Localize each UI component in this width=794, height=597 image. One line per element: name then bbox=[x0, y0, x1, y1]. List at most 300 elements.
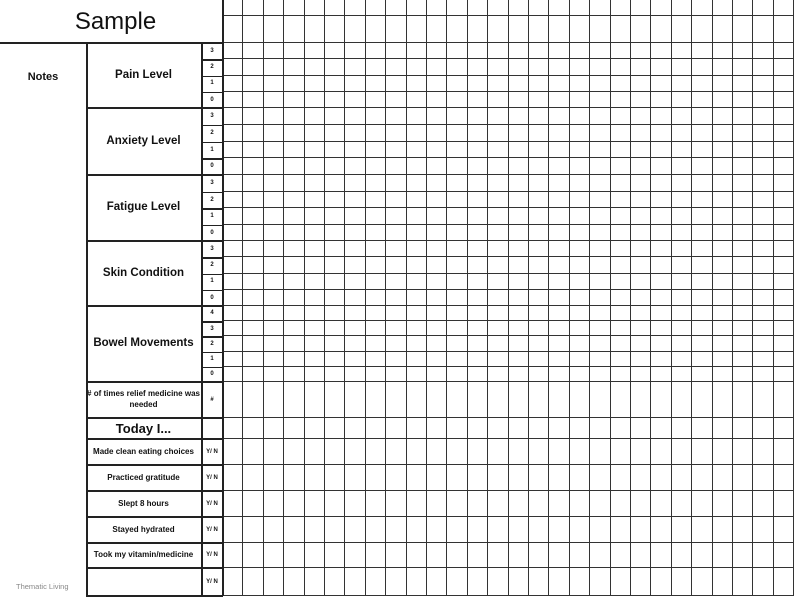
tracking-cell[interactable] bbox=[325, 543, 345, 568]
tracking-cell[interactable] bbox=[345, 208, 365, 225]
tracking-cell[interactable] bbox=[447, 241, 467, 257]
tracking-cell[interactable] bbox=[672, 108, 692, 125]
tracking-cell[interactable] bbox=[672, 382, 692, 418]
tracking-cell[interactable] bbox=[509, 568, 529, 596]
tracking-cell[interactable] bbox=[488, 108, 508, 125]
tracking-cell[interactable] bbox=[264, 382, 284, 418]
tracking-cell[interactable] bbox=[611, 568, 631, 596]
tracking-cell[interactable] bbox=[733, 257, 753, 273]
tracking-cell[interactable] bbox=[264, 158, 284, 175]
tracking-cell[interactable] bbox=[488, 125, 508, 142]
tracking-cell[interactable] bbox=[692, 175, 712, 192]
tracking-cell[interactable] bbox=[468, 76, 488, 92]
tracking-cell[interactable] bbox=[223, 367, 243, 382]
header-date-cell[interactable] bbox=[284, 16, 304, 43]
tracking-cell[interactable] bbox=[570, 241, 590, 257]
header-date-cell[interactable] bbox=[713, 16, 733, 43]
tracking-cell[interactable] bbox=[223, 274, 243, 290]
tracking-cell[interactable] bbox=[590, 241, 610, 257]
tracking-cell[interactable] bbox=[345, 465, 365, 491]
tracking-cell[interactable] bbox=[753, 43, 773, 59]
tracking-cell[interactable] bbox=[345, 382, 365, 418]
tracking-cell[interactable] bbox=[284, 76, 304, 92]
tracking-cell[interactable] bbox=[529, 59, 549, 75]
tracking-cell[interactable] bbox=[325, 175, 345, 192]
header-date-cell[interactable] bbox=[427, 16, 447, 43]
tracking-cell[interactable] bbox=[488, 306, 508, 321]
tracking-cell[interactable] bbox=[733, 43, 753, 59]
tracking-cell[interactable] bbox=[774, 418, 794, 439]
header-date-cell[interactable] bbox=[243, 16, 263, 43]
tracking-cell[interactable] bbox=[590, 290, 610, 306]
tracking-cell[interactable] bbox=[713, 76, 733, 92]
tracking-cell[interactable] bbox=[366, 175, 386, 192]
header-date-cell[interactable] bbox=[264, 16, 284, 43]
tracking-cell[interactable] bbox=[631, 418, 651, 439]
tracking-cell[interactable] bbox=[529, 274, 549, 290]
tracking-cell[interactable] bbox=[407, 142, 427, 159]
tracking-cell[interactable] bbox=[243, 336, 263, 351]
tracking-cell[interactable] bbox=[651, 125, 671, 142]
tracking-cell[interactable] bbox=[264, 125, 284, 142]
tracking-cell[interactable] bbox=[529, 76, 549, 92]
tracking-cell[interactable] bbox=[284, 158, 304, 175]
tracking-cell[interactable] bbox=[672, 306, 692, 321]
tracking-cell[interactable] bbox=[590, 439, 610, 465]
tracking-cell[interactable] bbox=[325, 274, 345, 290]
header-date-cell[interactable] bbox=[488, 16, 508, 43]
tracking-cell[interactable] bbox=[366, 543, 386, 568]
tracking-cell[interactable] bbox=[386, 321, 406, 336]
tracking-cell[interactable] bbox=[447, 465, 467, 491]
tracking-cell[interactable] bbox=[570, 142, 590, 159]
tracking-cell[interactable] bbox=[427, 439, 447, 465]
tracking-cell[interactable] bbox=[672, 290, 692, 306]
tracking-cell[interactable] bbox=[549, 192, 569, 209]
tracking-cell[interactable] bbox=[345, 517, 365, 543]
tracking-cell[interactable] bbox=[651, 321, 671, 336]
header-date-cell[interactable] bbox=[345, 16, 365, 43]
tracking-cell[interactable] bbox=[345, 175, 365, 192]
tracking-cell[interactable] bbox=[264, 439, 284, 465]
header-date-cell[interactable] bbox=[631, 16, 651, 43]
tracking-cell[interactable] bbox=[386, 568, 406, 596]
tracking-cell[interactable] bbox=[753, 257, 773, 273]
tracking-cell[interactable] bbox=[631, 43, 651, 59]
tracking-cell[interactable] bbox=[733, 274, 753, 290]
tracking-cell[interactable] bbox=[468, 491, 488, 517]
tracking-cell[interactable] bbox=[488, 352, 508, 367]
tracking-cell[interactable] bbox=[345, 241, 365, 257]
tracking-cell[interactable] bbox=[529, 352, 549, 367]
tracking-cell[interactable] bbox=[407, 517, 427, 543]
tracking-cell[interactable] bbox=[223, 290, 243, 306]
tracking-cell[interactable] bbox=[427, 192, 447, 209]
tracking-cell[interactable] bbox=[488, 175, 508, 192]
tracking-cell[interactable] bbox=[774, 321, 794, 336]
header-date-cell[interactable] bbox=[651, 16, 671, 43]
header-date-cell[interactable] bbox=[611, 16, 631, 43]
tracking-cell[interactable] bbox=[549, 108, 569, 125]
tracking-cell[interactable] bbox=[488, 465, 508, 491]
tracking-cell[interactable] bbox=[386, 274, 406, 290]
tracking-cell[interactable] bbox=[753, 465, 773, 491]
tracking-cell[interactable] bbox=[774, 290, 794, 306]
tracking-cell[interactable] bbox=[692, 108, 712, 125]
tracking-cell[interactable] bbox=[590, 491, 610, 517]
tracking-cell[interactable] bbox=[631, 382, 651, 418]
tracking-cell[interactable] bbox=[692, 367, 712, 382]
tracking-cell[interactable] bbox=[651, 367, 671, 382]
tracking-cell[interactable] bbox=[733, 208, 753, 225]
tracking-cell[interactable] bbox=[407, 175, 427, 192]
tracking-cell[interactable] bbox=[447, 439, 467, 465]
tracking-cell[interactable] bbox=[243, 76, 263, 92]
header-date-cell[interactable] bbox=[243, 0, 263, 16]
tracking-cell[interactable] bbox=[386, 125, 406, 142]
header-date-cell[interactable] bbox=[427, 0, 447, 16]
tracking-cell[interactable] bbox=[488, 257, 508, 273]
tracking-cell[interactable] bbox=[590, 336, 610, 351]
tracking-cell[interactable] bbox=[366, 241, 386, 257]
tracking-cell[interactable] bbox=[713, 43, 733, 59]
tracking-cell[interactable] bbox=[488, 418, 508, 439]
tracking-cell[interactable] bbox=[753, 225, 773, 242]
header-date-cell[interactable] bbox=[509, 16, 529, 43]
tracking-cell[interactable] bbox=[284, 274, 304, 290]
tracking-cell[interactable] bbox=[223, 306, 243, 321]
tracking-cell[interactable] bbox=[427, 125, 447, 142]
tracking-cell[interactable] bbox=[651, 568, 671, 596]
tracking-cell[interactable] bbox=[366, 225, 386, 242]
tracking-cell[interactable] bbox=[427, 306, 447, 321]
tracking-cell[interactable] bbox=[631, 241, 651, 257]
tracking-cell[interactable] bbox=[325, 290, 345, 306]
header-date-cell[interactable] bbox=[407, 0, 427, 16]
tracking-cell[interactable] bbox=[529, 257, 549, 273]
tracking-cell[interactable] bbox=[774, 465, 794, 491]
tracking-cell[interactable] bbox=[366, 192, 386, 209]
tracking-cell[interactable] bbox=[631, 192, 651, 209]
tracking-cell[interactable] bbox=[468, 543, 488, 568]
tracking-cell[interactable] bbox=[407, 59, 427, 75]
header-date-cell[interactable] bbox=[733, 16, 753, 43]
tracking-cell[interactable] bbox=[447, 367, 467, 382]
tracking-cell[interactable] bbox=[753, 336, 773, 351]
tracking-cell[interactable] bbox=[570, 257, 590, 273]
tracking-cell[interactable] bbox=[611, 76, 631, 92]
header-date-cell[interactable] bbox=[366, 0, 386, 16]
tracking-cell[interactable] bbox=[468, 465, 488, 491]
tracking-cell[interactable] bbox=[631, 59, 651, 75]
tracking-cell[interactable] bbox=[753, 568, 773, 596]
tracking-cell[interactable] bbox=[774, 367, 794, 382]
tracking-cell[interactable] bbox=[733, 465, 753, 491]
tracking-cell[interactable] bbox=[223, 59, 243, 75]
tracking-cell[interactable] bbox=[774, 543, 794, 568]
tracking-cell[interactable] bbox=[264, 465, 284, 491]
tracking-cell[interactable] bbox=[488, 290, 508, 306]
tracking-cell[interactable] bbox=[345, 76, 365, 92]
tracking-cell[interactable] bbox=[223, 568, 243, 596]
tracking-cell[interactable] bbox=[366, 76, 386, 92]
tracking-cell[interactable] bbox=[611, 465, 631, 491]
tracking-cell[interactable] bbox=[325, 257, 345, 273]
tracking-cell[interactable] bbox=[672, 125, 692, 142]
tracking-cell[interactable] bbox=[774, 382, 794, 418]
tracking-cell[interactable] bbox=[447, 382, 467, 418]
tracking-cell[interactable] bbox=[407, 208, 427, 225]
tracking-cell[interactable] bbox=[611, 306, 631, 321]
tracking-cell[interactable] bbox=[549, 290, 569, 306]
tracking-cell[interactable] bbox=[651, 336, 671, 351]
tracking-cell[interactable] bbox=[631, 352, 651, 367]
tracking-cell[interactable] bbox=[386, 517, 406, 543]
tracking-cell[interactable] bbox=[733, 517, 753, 543]
tracking-cell[interactable] bbox=[753, 306, 773, 321]
tracking-cell[interactable] bbox=[407, 241, 427, 257]
tracking-cell[interactable] bbox=[590, 257, 610, 273]
header-date-cell[interactable] bbox=[447, 0, 467, 16]
tracking-cell[interactable] bbox=[509, 418, 529, 439]
tracking-cell[interactable] bbox=[243, 142, 263, 159]
header-date-cell[interactable] bbox=[733, 0, 753, 16]
tracking-cell[interactable] bbox=[590, 352, 610, 367]
tracking-cell[interactable] bbox=[468, 290, 488, 306]
tracking-cell[interactable] bbox=[651, 306, 671, 321]
tracking-cell[interactable] bbox=[386, 439, 406, 465]
tracking-cell[interactable] bbox=[407, 352, 427, 367]
tracking-cell[interactable] bbox=[549, 225, 569, 242]
tracking-cell[interactable] bbox=[284, 568, 304, 596]
tracking-cell[interactable] bbox=[733, 321, 753, 336]
tracking-cell[interactable] bbox=[223, 439, 243, 465]
tracking-cell[interactable] bbox=[407, 257, 427, 273]
tracking-cell[interactable] bbox=[509, 382, 529, 418]
tracking-cell[interactable] bbox=[366, 517, 386, 543]
tracking-cell[interactable] bbox=[284, 336, 304, 351]
tracking-cell[interactable] bbox=[570, 225, 590, 242]
tracking-cell[interactable] bbox=[284, 225, 304, 242]
tracking-cell[interactable] bbox=[570, 336, 590, 351]
tracking-cell[interactable] bbox=[447, 158, 467, 175]
tracking-cell[interactable] bbox=[243, 92, 263, 108]
tracking-cell[interactable] bbox=[692, 321, 712, 336]
tracking-cell[interactable] bbox=[468, 43, 488, 59]
header-date-cell[interactable] bbox=[611, 0, 631, 16]
tracking-cell[interactable] bbox=[549, 568, 569, 596]
tracking-cell[interactable] bbox=[468, 517, 488, 543]
tracking-cell[interactable] bbox=[733, 76, 753, 92]
tracking-cell[interactable] bbox=[447, 175, 467, 192]
tracking-cell[interactable] bbox=[611, 142, 631, 159]
tracking-cell[interactable] bbox=[611, 290, 631, 306]
tracking-cell[interactable] bbox=[427, 336, 447, 351]
tracking-cell[interactable] bbox=[570, 274, 590, 290]
tracking-cell[interactable] bbox=[774, 439, 794, 465]
tracking-cell[interactable] bbox=[488, 76, 508, 92]
tracking-cell[interactable] bbox=[692, 336, 712, 351]
tracking-cell[interactable] bbox=[345, 225, 365, 242]
tracking-cell[interactable] bbox=[264, 517, 284, 543]
tracking-cell[interactable] bbox=[549, 158, 569, 175]
header-date-cell[interactable] bbox=[223, 16, 243, 43]
tracking-cell[interactable] bbox=[243, 158, 263, 175]
tracking-cell[interactable] bbox=[345, 257, 365, 273]
tracking-cell[interactable] bbox=[713, 108, 733, 125]
tracking-cell[interactable] bbox=[386, 43, 406, 59]
tracking-cell[interactable] bbox=[264, 192, 284, 209]
tracking-cell[interactable] bbox=[672, 352, 692, 367]
tracking-cell[interactable] bbox=[611, 92, 631, 108]
tracking-cell[interactable] bbox=[672, 76, 692, 92]
tracking-cell[interactable] bbox=[590, 465, 610, 491]
tracking-cell[interactable] bbox=[305, 543, 325, 568]
tracking-cell[interactable] bbox=[427, 543, 447, 568]
tracking-cell[interactable] bbox=[427, 321, 447, 336]
tracking-cell[interactable] bbox=[570, 382, 590, 418]
tracking-cell[interactable] bbox=[488, 491, 508, 517]
tracking-cell[interactable] bbox=[733, 352, 753, 367]
tracking-cell[interactable] bbox=[325, 568, 345, 596]
tracking-cell[interactable] bbox=[774, 336, 794, 351]
header-date-cell[interactable] bbox=[774, 0, 794, 16]
tracking-cell[interactable] bbox=[509, 336, 529, 351]
tracking-cell[interactable] bbox=[386, 465, 406, 491]
tracking-cell[interactable] bbox=[774, 257, 794, 273]
tracking-cell[interactable] bbox=[529, 108, 549, 125]
tracking-cell[interactable] bbox=[631, 290, 651, 306]
tracking-cell[interactable] bbox=[447, 568, 467, 596]
tracking-cell[interactable] bbox=[590, 418, 610, 439]
tracking-cell[interactable] bbox=[243, 418, 263, 439]
tracking-cell[interactable] bbox=[407, 336, 427, 351]
tracking-cell[interactable] bbox=[345, 352, 365, 367]
tracking-cell[interactable] bbox=[549, 306, 569, 321]
header-date-cell[interactable] bbox=[692, 16, 712, 43]
tracking-cell[interactable] bbox=[611, 175, 631, 192]
tracking-cell[interactable] bbox=[549, 418, 569, 439]
tracking-cell[interactable] bbox=[713, 125, 733, 142]
tracking-cell[interactable] bbox=[713, 192, 733, 209]
tracking-cell[interactable] bbox=[284, 92, 304, 108]
tracking-cell[interactable] bbox=[549, 208, 569, 225]
tracking-cell[interactable] bbox=[407, 367, 427, 382]
tracking-cell[interactable] bbox=[692, 158, 712, 175]
tracking-cell[interactable] bbox=[325, 208, 345, 225]
tracking-cell[interactable] bbox=[468, 108, 488, 125]
tracking-cell[interactable] bbox=[488, 59, 508, 75]
tracking-cell[interactable] bbox=[447, 125, 467, 142]
header-date-cell[interactable] bbox=[305, 16, 325, 43]
tracking-cell[interactable] bbox=[305, 465, 325, 491]
tracking-cell[interactable] bbox=[488, 336, 508, 351]
tracking-cell[interactable] bbox=[692, 568, 712, 596]
tracking-cell[interactable] bbox=[549, 336, 569, 351]
tracking-cell[interactable] bbox=[366, 142, 386, 159]
tracking-cell[interactable] bbox=[284, 192, 304, 209]
tracking-cell[interactable] bbox=[631, 491, 651, 517]
tracking-cell[interactable] bbox=[284, 321, 304, 336]
tracking-cell[interactable] bbox=[611, 367, 631, 382]
tracking-cell[interactable] bbox=[570, 125, 590, 142]
tracking-cell[interactable] bbox=[774, 125, 794, 142]
tracking-cell[interactable] bbox=[651, 59, 671, 75]
tracking-cell[interactable] bbox=[753, 290, 773, 306]
tracking-cell[interactable] bbox=[264, 142, 284, 159]
tracking-cell[interactable] bbox=[672, 465, 692, 491]
tracking-cell[interactable] bbox=[549, 142, 569, 159]
tracking-cell[interactable] bbox=[284, 241, 304, 257]
tracking-cell[interactable] bbox=[733, 225, 753, 242]
tracking-cell[interactable] bbox=[713, 306, 733, 321]
tracking-cell[interactable] bbox=[509, 125, 529, 142]
tracking-cell[interactable] bbox=[345, 192, 365, 209]
tracking-cell[interactable] bbox=[447, 321, 467, 336]
tracking-cell[interactable] bbox=[713, 336, 733, 351]
header-date-cell[interactable] bbox=[753, 0, 773, 16]
tracking-cell[interactable] bbox=[672, 257, 692, 273]
tracking-cell[interactable] bbox=[447, 543, 467, 568]
tracking-cell[interactable] bbox=[427, 382, 447, 418]
tracking-cell[interactable] bbox=[386, 306, 406, 321]
tracking-cell[interactable] bbox=[243, 43, 263, 59]
tracking-cell[interactable] bbox=[509, 108, 529, 125]
tracking-cell[interactable] bbox=[590, 274, 610, 290]
tracking-cell[interactable] bbox=[305, 367, 325, 382]
tracking-cell[interactable] bbox=[651, 274, 671, 290]
tracking-cell[interactable] bbox=[243, 465, 263, 491]
tracking-cell[interactable] bbox=[590, 225, 610, 242]
tracking-cell[interactable] bbox=[325, 352, 345, 367]
tracking-cell[interactable] bbox=[590, 543, 610, 568]
tracking-cell[interactable] bbox=[407, 439, 427, 465]
tracking-cell[interactable] bbox=[509, 192, 529, 209]
tracking-cell[interactable] bbox=[692, 306, 712, 321]
tracking-cell[interactable] bbox=[488, 568, 508, 596]
tracking-cell[interactable] bbox=[713, 418, 733, 439]
tracking-cell[interactable] bbox=[386, 208, 406, 225]
tracking-cell[interactable] bbox=[407, 382, 427, 418]
tracking-cell[interactable] bbox=[631, 321, 651, 336]
tracking-cell[interactable] bbox=[427, 208, 447, 225]
tracking-cell[interactable] bbox=[733, 241, 753, 257]
tracking-cell[interactable] bbox=[447, 59, 467, 75]
tracking-cell[interactable] bbox=[386, 192, 406, 209]
tracking-cell[interactable] bbox=[223, 517, 243, 543]
tracking-cell[interactable] bbox=[386, 382, 406, 418]
tracking-cell[interactable] bbox=[264, 92, 284, 108]
tracking-cell[interactable] bbox=[774, 59, 794, 75]
tracking-cell[interactable] bbox=[590, 517, 610, 543]
tracking-cell[interactable] bbox=[549, 59, 569, 75]
tracking-cell[interactable] bbox=[325, 418, 345, 439]
tracking-cell[interactable] bbox=[447, 43, 467, 59]
tracking-cell[interactable] bbox=[590, 142, 610, 159]
tracking-cell[interactable] bbox=[651, 158, 671, 175]
tracking-cell[interactable] bbox=[325, 142, 345, 159]
tracking-cell[interactable] bbox=[488, 158, 508, 175]
tracking-cell[interactable] bbox=[284, 517, 304, 543]
tracking-cell[interactable] bbox=[651, 142, 671, 159]
tracking-cell[interactable] bbox=[305, 76, 325, 92]
tracking-cell[interactable] bbox=[305, 382, 325, 418]
tracking-cell[interactable] bbox=[325, 43, 345, 59]
tracking-cell[interactable] bbox=[529, 382, 549, 418]
tracking-cell[interactable] bbox=[264, 76, 284, 92]
tracking-cell[interactable] bbox=[672, 225, 692, 242]
tracking-cell[interactable] bbox=[733, 382, 753, 418]
